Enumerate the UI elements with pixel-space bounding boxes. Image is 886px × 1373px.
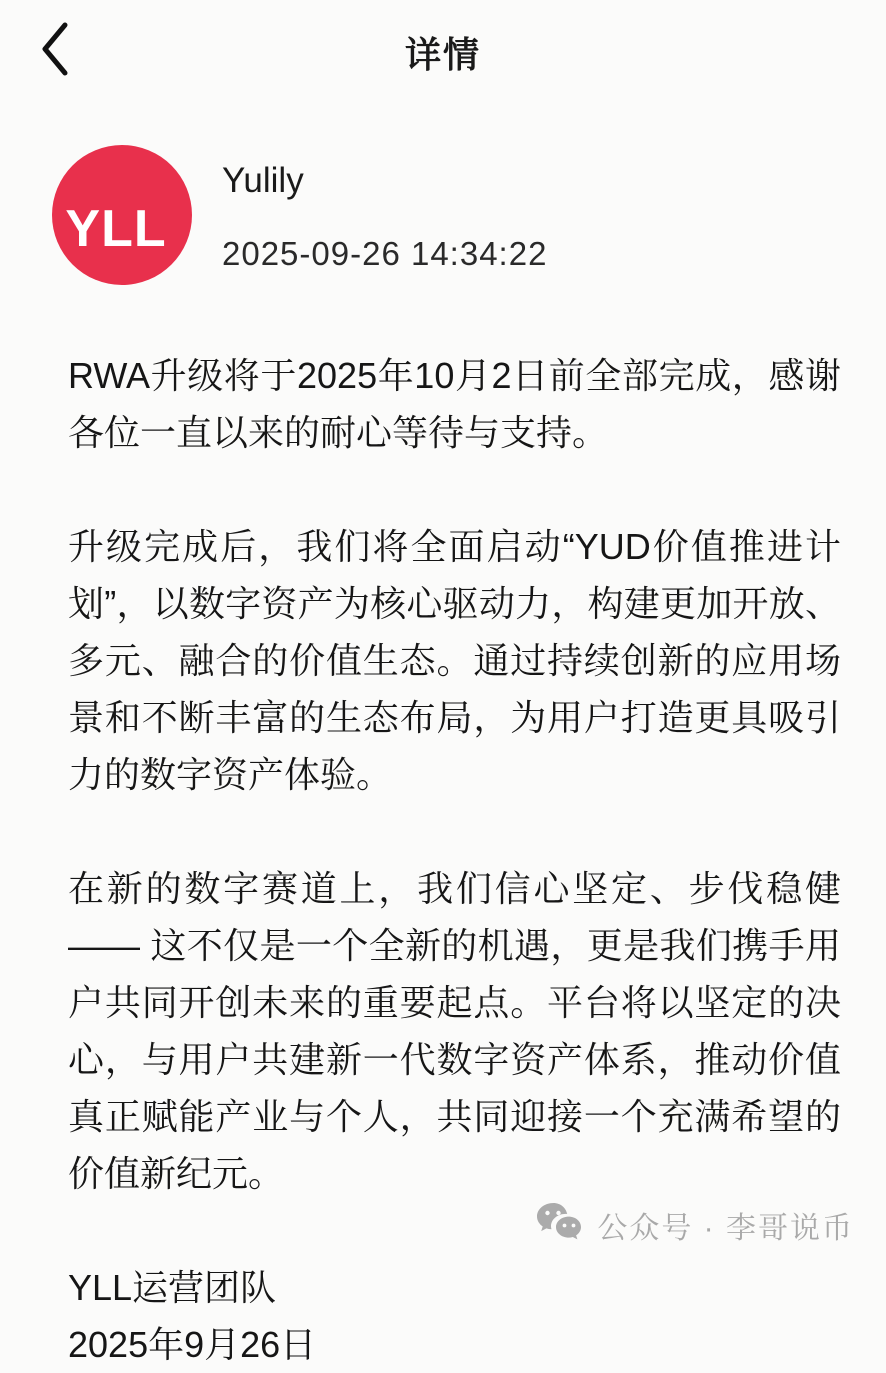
author-name: Yulily xyxy=(222,161,304,200)
paragraph: 在新的数字赛道上，我们信心坚定、步伐稳健—— 这不仅是一个全新的机遇，更是我们携手用户共同开创未来的重要起点。平台将以坚定的决心，与用户共建新一代数字资产体系，推动价值真正赋能产业与个人，共同迎接一个充满希望的价值新纪元。 xyxy=(68,868,841,1194)
wechat-icon xyxy=(535,1202,583,1247)
signature xyxy=(68,1259,841,1373)
paragraph: 升级完成后，我们将全面启动“YUD价值推进计划”，以数字资产为核心驱动力，构建更加开放、多元、融合的价值生态。通过持续创新的应用场景和不断丰富的生态布局，为用户打造更具吸引力的数字资产体验。 xyxy=(68,526,841,795)
signature-date: 2025年9月26日 xyxy=(68,1324,317,1365)
avatar-initials: YLL xyxy=(65,200,167,258)
author-meta xyxy=(222,145,547,273)
paragraph: RWA升级将于2025年10月2日前全部完成，感谢各位一直以来的耐心等待与支持。 xyxy=(68,355,841,453)
back-button[interactable] xyxy=(28,18,80,82)
avatar[interactable] xyxy=(52,145,192,285)
watermark xyxy=(535,1202,854,1247)
watermark-text: 公众号 · 李哥说币 xyxy=(597,1211,854,1245)
signature-team: YLL运营团队 xyxy=(68,1267,277,1308)
page-title: 详情 xyxy=(404,33,481,75)
header xyxy=(0,0,886,100)
post-timestamp: 2025-09-26 14:34:22 xyxy=(222,235,548,272)
post-author-row xyxy=(52,145,886,285)
chevron-left-icon xyxy=(37,19,71,82)
